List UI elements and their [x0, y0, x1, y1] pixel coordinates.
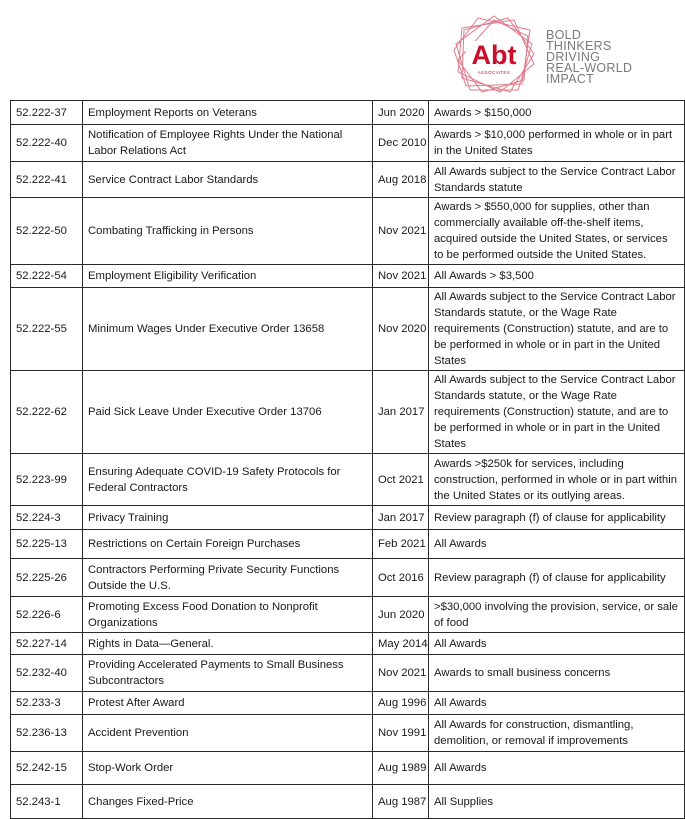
clause-title: Minimum Wages Under Executive Order 13658	[83, 288, 373, 371]
clause-number: 52.226-6	[11, 597, 83, 633]
page-header	[0, 0, 685, 98]
clause-number: 52.233-3	[11, 692, 83, 715]
clause-number: 52.236-13	[11, 715, 83, 752]
clause-number: 52.224-3	[11, 506, 83, 530]
table-row	[11, 655, 685, 692]
table-row	[11, 454, 685, 506]
clause-title: Employment Reports on Veterans	[83, 101, 373, 125]
clause-date: Nov 2021	[373, 198, 429, 265]
clause-applicability: Awards > $10,000 performed in whole or in part in the United States	[429, 125, 685, 162]
clause-applicability: Awards >$250k for services, including construction, performed in whole or in part within the United States or its outlying areas.	[429, 454, 685, 506]
table-row	[11, 125, 685, 162]
clause-number: 52.222-62	[11, 371, 83, 454]
clause-applicability: All Supplies	[429, 785, 685, 819]
clause-title: Rights in Data—General.	[83, 633, 373, 655]
clause-date: Oct 2016	[373, 559, 429, 597]
clause-number: 52.232-40	[11, 655, 83, 692]
table-row	[11, 597, 685, 633]
clause-date: Feb 2021	[373, 530, 429, 559]
clause-number: 52.242-15	[11, 752, 83, 785]
clause-title: Accident Prevention	[83, 715, 373, 752]
clause-applicability: Awards to small business concerns	[429, 655, 685, 692]
clause-number: 52.222-41	[11, 162, 83, 198]
clause-number: 52.222-55	[11, 288, 83, 371]
table-row	[11, 715, 685, 752]
clauses-table	[10, 100, 685, 819]
clause-title: Changes Fixed-Price	[83, 785, 373, 819]
clause-number: 52.222-40	[11, 125, 83, 162]
clause-date: Oct 2021	[373, 454, 429, 506]
clause-title: Combating Trafficking in Persons	[83, 198, 373, 265]
table-row	[11, 371, 685, 454]
brand-tagline	[546, 30, 632, 85]
clause-title: Providing Accelerated Payments to Small Business Subcontractors	[83, 655, 373, 692]
clause-number: 52.222-54	[11, 265, 83, 288]
clause-title: Promoting Excess Food Donation to Nonprofit Organizations	[83, 597, 373, 633]
clause-title: Privacy Training	[83, 506, 373, 530]
table-row	[11, 752, 685, 785]
clause-applicability: All Awards	[429, 633, 685, 655]
clause-title: Paid Sick Leave Under Executive Order 13706	[83, 371, 373, 454]
clause-number: 52.243-1	[11, 785, 83, 819]
table-row	[11, 633, 685, 655]
clause-number: 52.223-99	[11, 454, 83, 506]
clause-applicability: Review paragraph (f) of clause for applicability	[429, 559, 685, 597]
table-row	[11, 559, 685, 597]
clause-number: 52.222-37	[11, 101, 83, 125]
table-row	[11, 785, 685, 819]
abt-associates-logo	[452, 14, 536, 94]
table-row	[11, 692, 685, 715]
clause-applicability: All Awards	[429, 530, 685, 559]
clause-date: Nov 2021	[373, 265, 429, 288]
clause-applicability: Awards > $150,000	[429, 101, 685, 125]
clause-date: Nov 2021	[373, 655, 429, 692]
clause-date: Aug 1987	[373, 785, 429, 819]
clause-title: Restrictions on Certain Foreign Purchases	[83, 530, 373, 559]
table-row	[11, 162, 685, 198]
logo-subtext: ASSOCIATES	[477, 70, 511, 75]
clause-applicability: All Awards subject to the Service Contract Labor Standards statute, or the Wage Rate requirements (Construction) statute, and are to be performed in whole or in part in the United States	[429, 371, 685, 454]
clause-title: Stop-Work Order	[83, 752, 373, 785]
clause-applicability: Awards > $550,000 for supplies, other than commercially available off-the-shelf items, acquired outside the United States, or services to be performed outside the United States.	[429, 198, 685, 265]
clause-applicability: >$30,000 involving the provision, service, or sale of food	[429, 597, 685, 633]
clause-title: Service Contract Labor Standards	[83, 162, 373, 198]
clause-number: 52.225-13	[11, 530, 83, 559]
tagline-line: REAL-WORLD	[546, 61, 633, 75]
clause-date: Jun 2020	[373, 101, 429, 125]
clause-date: Jun 2020	[373, 597, 429, 633]
clause-date: Nov 1991	[373, 715, 429, 752]
tagline-line: THINKERS	[546, 39, 612, 53]
clause-number: 52.227-14	[11, 633, 83, 655]
clause-date: Nov 2020	[373, 288, 429, 371]
tagline-line: BOLD	[546, 28, 582, 42]
table-row	[11, 198, 685, 265]
table-row	[11, 288, 685, 371]
tagline-line: IMPACT	[546, 72, 595, 86]
table-row	[11, 506, 685, 530]
clause-number: 52.225-26	[11, 559, 83, 597]
clause-date: Dec 2010	[373, 125, 429, 162]
clause-applicability: All Awards > $3,500	[429, 265, 685, 288]
clause-applicability: All Awards	[429, 692, 685, 715]
tagline-line: DRIVING	[546, 50, 601, 64]
clause-title: Contractors Performing Private Security Functions Outside the U.S.	[83, 559, 373, 597]
clause-date: Aug 2018	[373, 162, 429, 198]
clause-number: 52.222-50	[11, 198, 83, 265]
clause-title: Employment Eligibility Verification	[83, 265, 373, 288]
clause-applicability: Review paragraph (f) of clause for applicability	[429, 506, 685, 530]
logo-text: Abt	[471, 40, 517, 70]
clause-date: Aug 1989	[373, 752, 429, 785]
clause-title: Ensuring Adequate COVID-19 Safety Protocols for Federal Contractors	[83, 454, 373, 506]
table-row	[11, 101, 685, 125]
clause-applicability: All Awards subject to the Service Contract Labor Standards statute, or the Wage Rate requirements (Construction) statute, and are to be performed in whole or in part in the United States	[429, 288, 685, 371]
clause-date: Jan 2017	[373, 506, 429, 530]
clause-date: May 2014	[373, 633, 429, 655]
clause-date: Aug 1996	[373, 692, 429, 715]
clause-applicability: All Awards for construction, dismantling, demolition, or removal if improvements	[429, 715, 685, 752]
clause-title: Protest After Award	[83, 692, 373, 715]
table-row	[11, 530, 685, 559]
clause-applicability: All Awards	[429, 752, 685, 785]
clause-title: Notification of Employee Rights Under the National Labor Relations Act	[83, 125, 373, 162]
clause-date: Jan 2017	[373, 371, 429, 454]
clause-applicability: All Awards subject to the Service Contract Labor Standards statute	[429, 162, 685, 198]
table-row	[11, 265, 685, 288]
